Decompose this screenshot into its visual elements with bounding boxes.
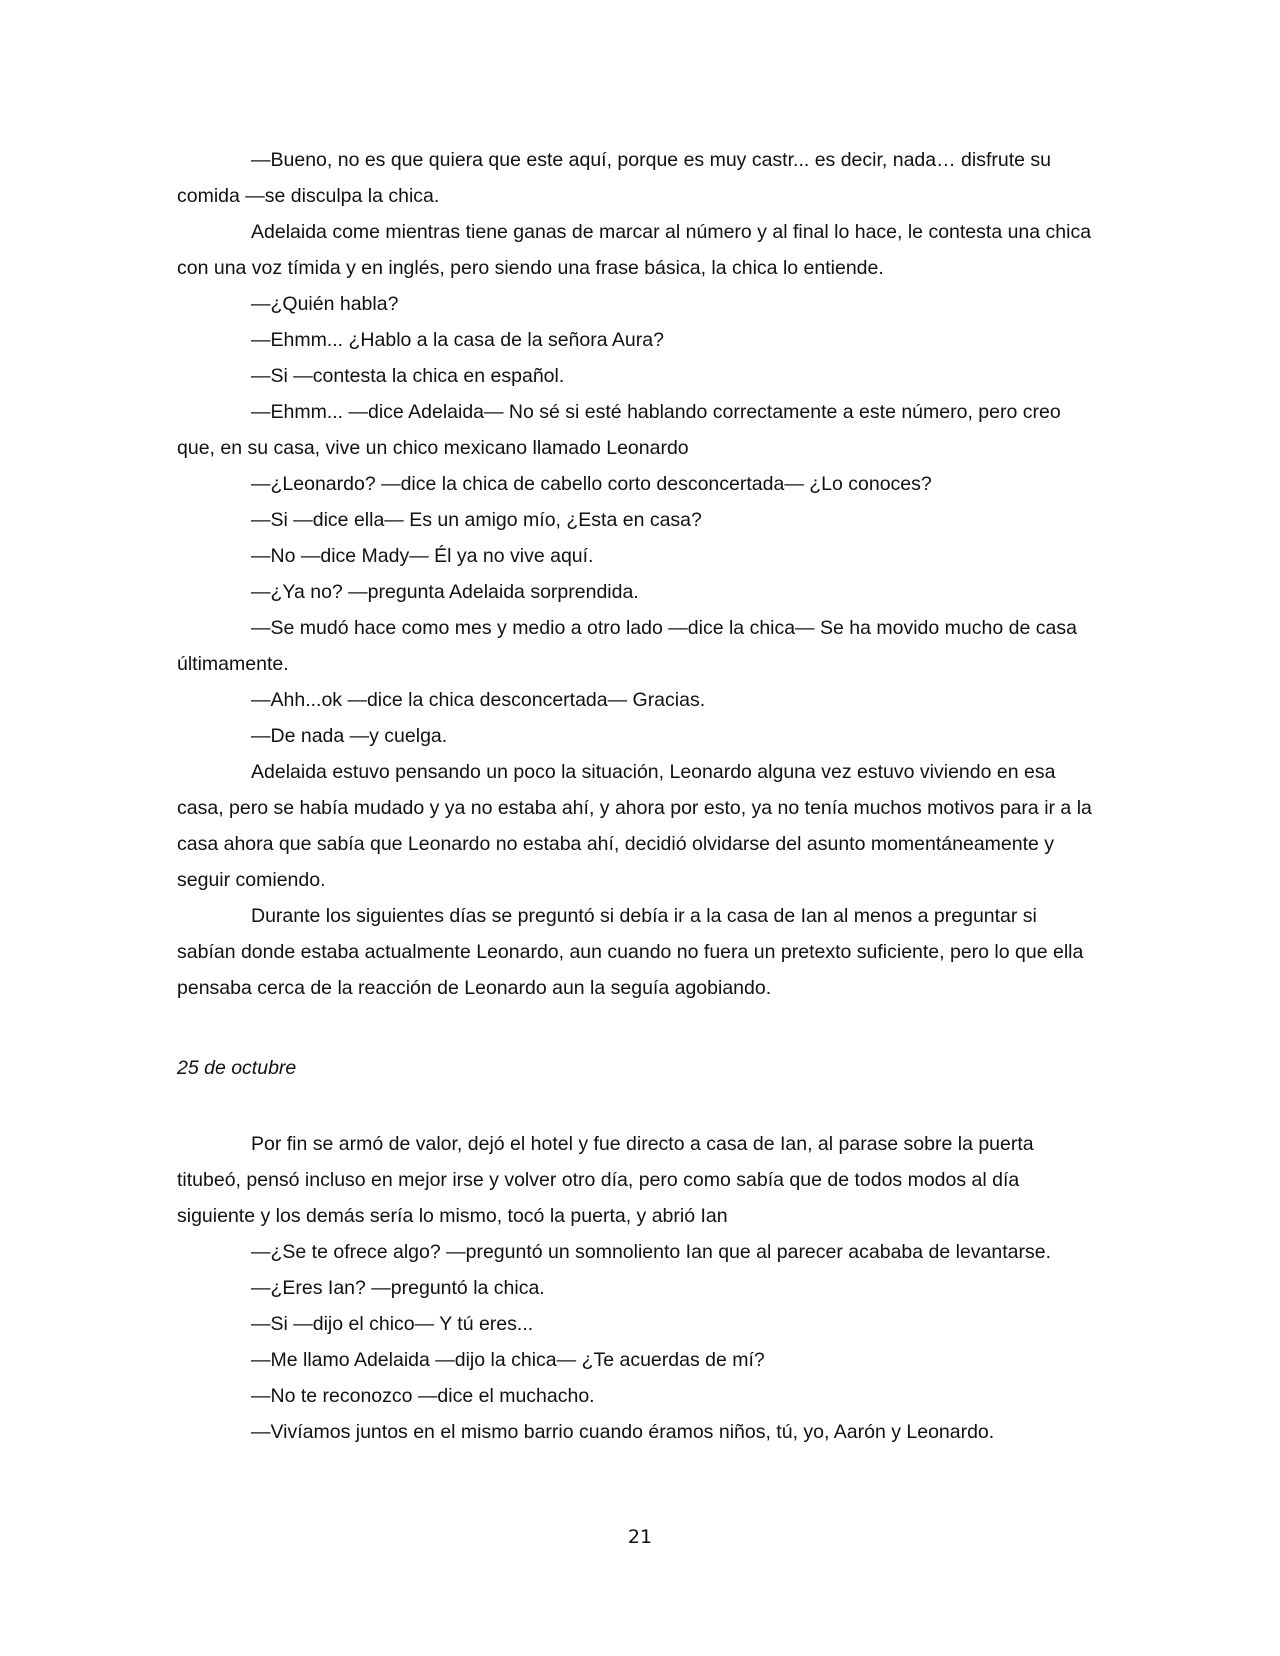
paragraph: —Ehmm... —dice Adelaida— No sé si esté hablando correctamente a este número, pero creo que, en su casa, vive un chico mexicano llamado Leonardo bbox=[177, 401, 1061, 459]
paragraph: —¿Ya no? —pregunta Adelaida sorprendida. bbox=[251, 581, 639, 603]
paragraph: —Si —dice ella— Es un amigo mío, ¿Esta en casa? bbox=[251, 509, 702, 531]
paragraph: Adelaida come mientras tiene ganas de marcar al número y al final lo hace, le contesta una chica con una voz tímida y en inglés, pero siendo una frase básica, la chica lo entiende. bbox=[177, 221, 1092, 279]
paragraph: —Bueno, no es que quiera que este aquí, porque es muy castr... es decir, nada… disfrute su comida —se disculpa la chica. bbox=[177, 149, 1051, 207]
paragraph: —Ehmm... ¿Hablo a la casa de la señora Aura? bbox=[251, 329, 664, 351]
paragraph: —Se mudó hace como mes y medio a otro lado —dice la chica— Se ha movido mucho de casa últimamente. bbox=[177, 617, 1077, 675]
paragraph: Durante los siguientes días se preguntó si debía ir a la casa de Ian al menos a preguntar si sabían donde estaba actualmente Leonardo, aun cuando no fuera un pretexto suficiente, pero lo que ella pensaba cerca de la reacción de Leonardo aun la seguía agobiando. bbox=[177, 905, 1084, 999]
paragraph: —Si —dijo el chico— Y tú eres... bbox=[251, 1313, 534, 1335]
paragraph: Por fin se armó de valor, dejó el hotel y fue directo a casa de Ian, al parase sobre la puerta titubeó, pensó incluso en mejor irse y volver otro día, pero como sabía que de todos modos al día siguiente y los demás sería lo mismo, tocó la puerta, y abrió Ian bbox=[177, 1133, 1034, 1227]
paragraph: —¿Leonardo? —dice la chica de cabello corto desconcertada— ¿Lo conoces? bbox=[251, 473, 932, 495]
paragraph: —Si —contesta la chica en español. bbox=[251, 365, 565, 387]
paragraph: —No te reconozco —dice el muchacho. bbox=[251, 1385, 595, 1407]
section-date-heading: 25 de octubre bbox=[177, 1057, 297, 1079]
paragraph: —Ahh...ok —dice la chica desconcertada— Gracias. bbox=[251, 689, 706, 711]
body-text-bottom bbox=[177, 1126, 1097, 1450]
paragraph: —¿Eres Ian? —preguntó la chica. bbox=[251, 1277, 545, 1299]
body-text-top bbox=[177, 142, 1097, 1006]
paragraph: —Me llamo Adelaida —dijo la chica— ¿Te acuerdas de mí? bbox=[251, 1349, 765, 1371]
paragraph: —Vivíamos juntos en el mismo barrio cuando éramos niños, tú, yo, Aarón y Leonardo. bbox=[251, 1421, 995, 1443]
paragraph: —¿Quién habla? bbox=[251, 293, 399, 315]
paragraph: —No —dice Mady— Él ya no vive aquí. bbox=[251, 545, 594, 567]
paragraph: —De nada —y cuelga. bbox=[251, 725, 448, 747]
paragraph: Adelaida estuvo pensando un poco la situación, Leonardo alguna vez estuvo viviendo en esa casa, pero se había mudado y ya no estaba ahí, y ahora por esto, ya no tenía muchos motivos para ir a la casa ahora que sabía que Leonardo no estaba ahí, decidió olvidarse del asunto momentáneamente y seguir comiendo. bbox=[177, 761, 1092, 891]
paragraph: —¿Se te ofrece algo? —preguntó un somnoliento Ian que al parecer acababa de levantarse. bbox=[251, 1241, 1052, 1263]
page-number: 21 bbox=[627, 1526, 653, 1548]
